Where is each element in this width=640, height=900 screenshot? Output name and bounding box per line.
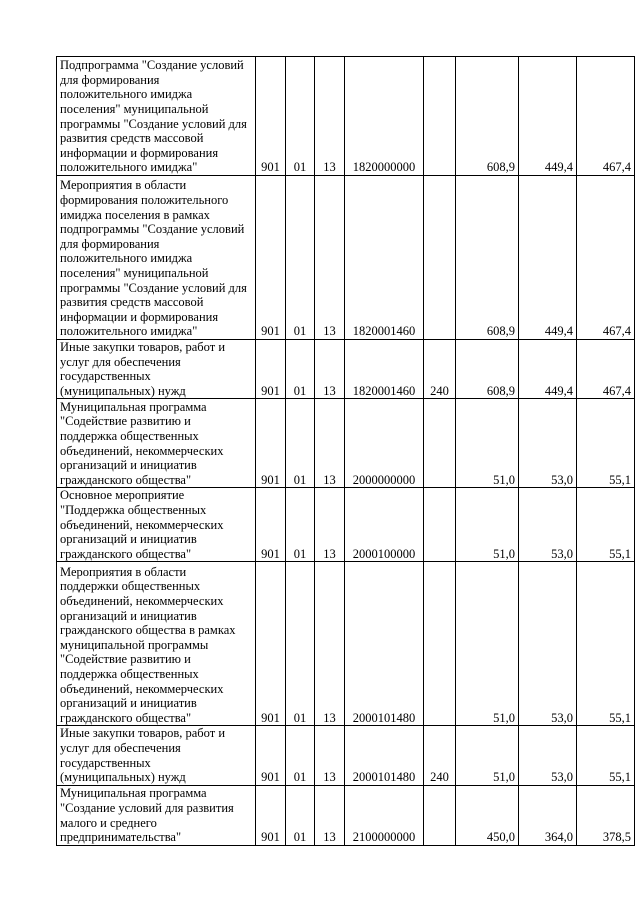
row-name: Муниципальная программа "Содействие развитию и поддержка общественных объединений, некоммерческих организаций и инициатив гражданского общества" xyxy=(57,399,256,488)
amount-year-1: 608,9 xyxy=(456,57,519,176)
amount-year-3: 467,4 xyxy=(577,340,635,399)
section-code: 01 xyxy=(286,340,315,399)
ved-code: 901 xyxy=(256,726,286,785)
subsection-code: 13 xyxy=(315,488,345,562)
target-article-code: 1820000000 xyxy=(345,57,424,176)
table-row xyxy=(57,399,635,488)
amount-year-1: 450,0 xyxy=(456,785,519,845)
ved-code: 901 xyxy=(256,57,286,176)
amount-year-2: 53,0 xyxy=(519,399,577,488)
amount-year-1: 51,0 xyxy=(456,726,519,785)
section-code: 01 xyxy=(286,399,315,488)
amount-year-1: 51,0 xyxy=(456,399,519,488)
amount-year-2: 449,4 xyxy=(519,340,577,399)
section-code: 01 xyxy=(286,488,315,562)
row-name: Мероприятия в области формирования положительного имиджа поселения в рамках подпрограммы "Создание условий для формирования положительного имиджа поселения" муниципальной программы "Создание условий для развития средств массовой информации и формирования положительного имиджа" xyxy=(57,176,256,340)
expense-type-code xyxy=(424,785,456,845)
table-row xyxy=(57,57,635,176)
ved-code: 901 xyxy=(256,399,286,488)
expense-type-code xyxy=(424,57,456,176)
amount-year-2: 53,0 xyxy=(519,562,577,726)
ved-code: 901 xyxy=(256,340,286,399)
table-row xyxy=(57,340,635,399)
table-row xyxy=(57,726,635,785)
subsection-code: 13 xyxy=(315,785,345,845)
row-name: Иные закупки товаров, работ и услуг для обеспечения государственных (муниципальных) нужд xyxy=(57,340,256,399)
subsection-code: 13 xyxy=(315,726,345,785)
target-article-code: 2100000000 xyxy=(345,785,424,845)
table-row xyxy=(57,488,635,562)
target-article-code: 2000100000 xyxy=(345,488,424,562)
amount-year-3: 55,1 xyxy=(577,399,635,488)
budget-table xyxy=(56,56,635,846)
amount-year-2: 449,4 xyxy=(519,57,577,176)
amount-year-1: 51,0 xyxy=(456,488,519,562)
amount-year-2: 53,0 xyxy=(519,726,577,785)
ved-code: 901 xyxy=(256,488,286,562)
amount-year-3: 467,4 xyxy=(577,57,635,176)
expense-type-code xyxy=(424,176,456,340)
expense-type-code xyxy=(424,399,456,488)
ved-code: 901 xyxy=(256,176,286,340)
section-code: 01 xyxy=(286,57,315,176)
ved-code: 901 xyxy=(256,562,286,726)
expense-type-code xyxy=(424,562,456,726)
row-name: Иные закупки товаров, работ и услуг для обеспечения государственных (муниципальных) нужд xyxy=(57,726,256,785)
amount-year-1: 608,9 xyxy=(456,340,519,399)
target-article-code: 2000000000 xyxy=(345,399,424,488)
table-row xyxy=(57,785,635,845)
section-code: 01 xyxy=(286,562,315,726)
row-name: Основное мероприятие "Поддержка общественных объединений, некоммерческих организаций и инициатив гражданского общества" xyxy=(57,488,256,562)
expense-type-code xyxy=(424,488,456,562)
subsection-code: 13 xyxy=(315,57,345,176)
subsection-code: 13 xyxy=(315,562,345,726)
subsection-code: 13 xyxy=(315,340,345,399)
expense-type-code: 240 xyxy=(424,726,456,785)
row-name: Мероприятия в области поддержки общественных объединений, некоммерческих организаций и инициатив гражданского общества в рамках муниципальной программы "Содействие развитию и поддержка общественных объединений, некоммерческих организаций и инициатив гражданского общества" xyxy=(57,562,256,726)
table-row xyxy=(57,562,635,726)
target-article-code: 2000101480 xyxy=(345,726,424,785)
amount-year-3: 55,1 xyxy=(577,488,635,562)
table-row xyxy=(57,176,635,340)
amount-year-3: 467,4 xyxy=(577,176,635,340)
target-article-code: 1820001460 xyxy=(345,340,424,399)
section-code: 01 xyxy=(286,176,315,340)
amount-year-1: 51,0 xyxy=(456,562,519,726)
subsection-code: 13 xyxy=(315,176,345,340)
target-article-code: 1820001460 xyxy=(345,176,424,340)
amount-year-2: 364,0 xyxy=(519,785,577,845)
section-code: 01 xyxy=(286,726,315,785)
amount-year-3: 378,5 xyxy=(577,785,635,845)
target-article-code: 2000101480 xyxy=(345,562,424,726)
row-name: Муниципальная программа "Создание условий для развития малого и среднего предпринимательства" xyxy=(57,785,256,845)
amount-year-1: 608,9 xyxy=(456,176,519,340)
subsection-code: 13 xyxy=(315,399,345,488)
section-code: 01 xyxy=(286,785,315,845)
ved-code: 901 xyxy=(256,785,286,845)
row-name: Подпрограмма "Создание условий для формирования положительного имиджа поселения" муниципальной программы "Создание условий для развития средств массовой информации и формирования положительного имиджа" xyxy=(57,57,256,176)
amount-year-3: 55,1 xyxy=(577,562,635,726)
amount-year-3: 55,1 xyxy=(577,726,635,785)
expense-type-code: 240 xyxy=(424,340,456,399)
amount-year-2: 53,0 xyxy=(519,488,577,562)
amount-year-2: 449,4 xyxy=(519,176,577,340)
